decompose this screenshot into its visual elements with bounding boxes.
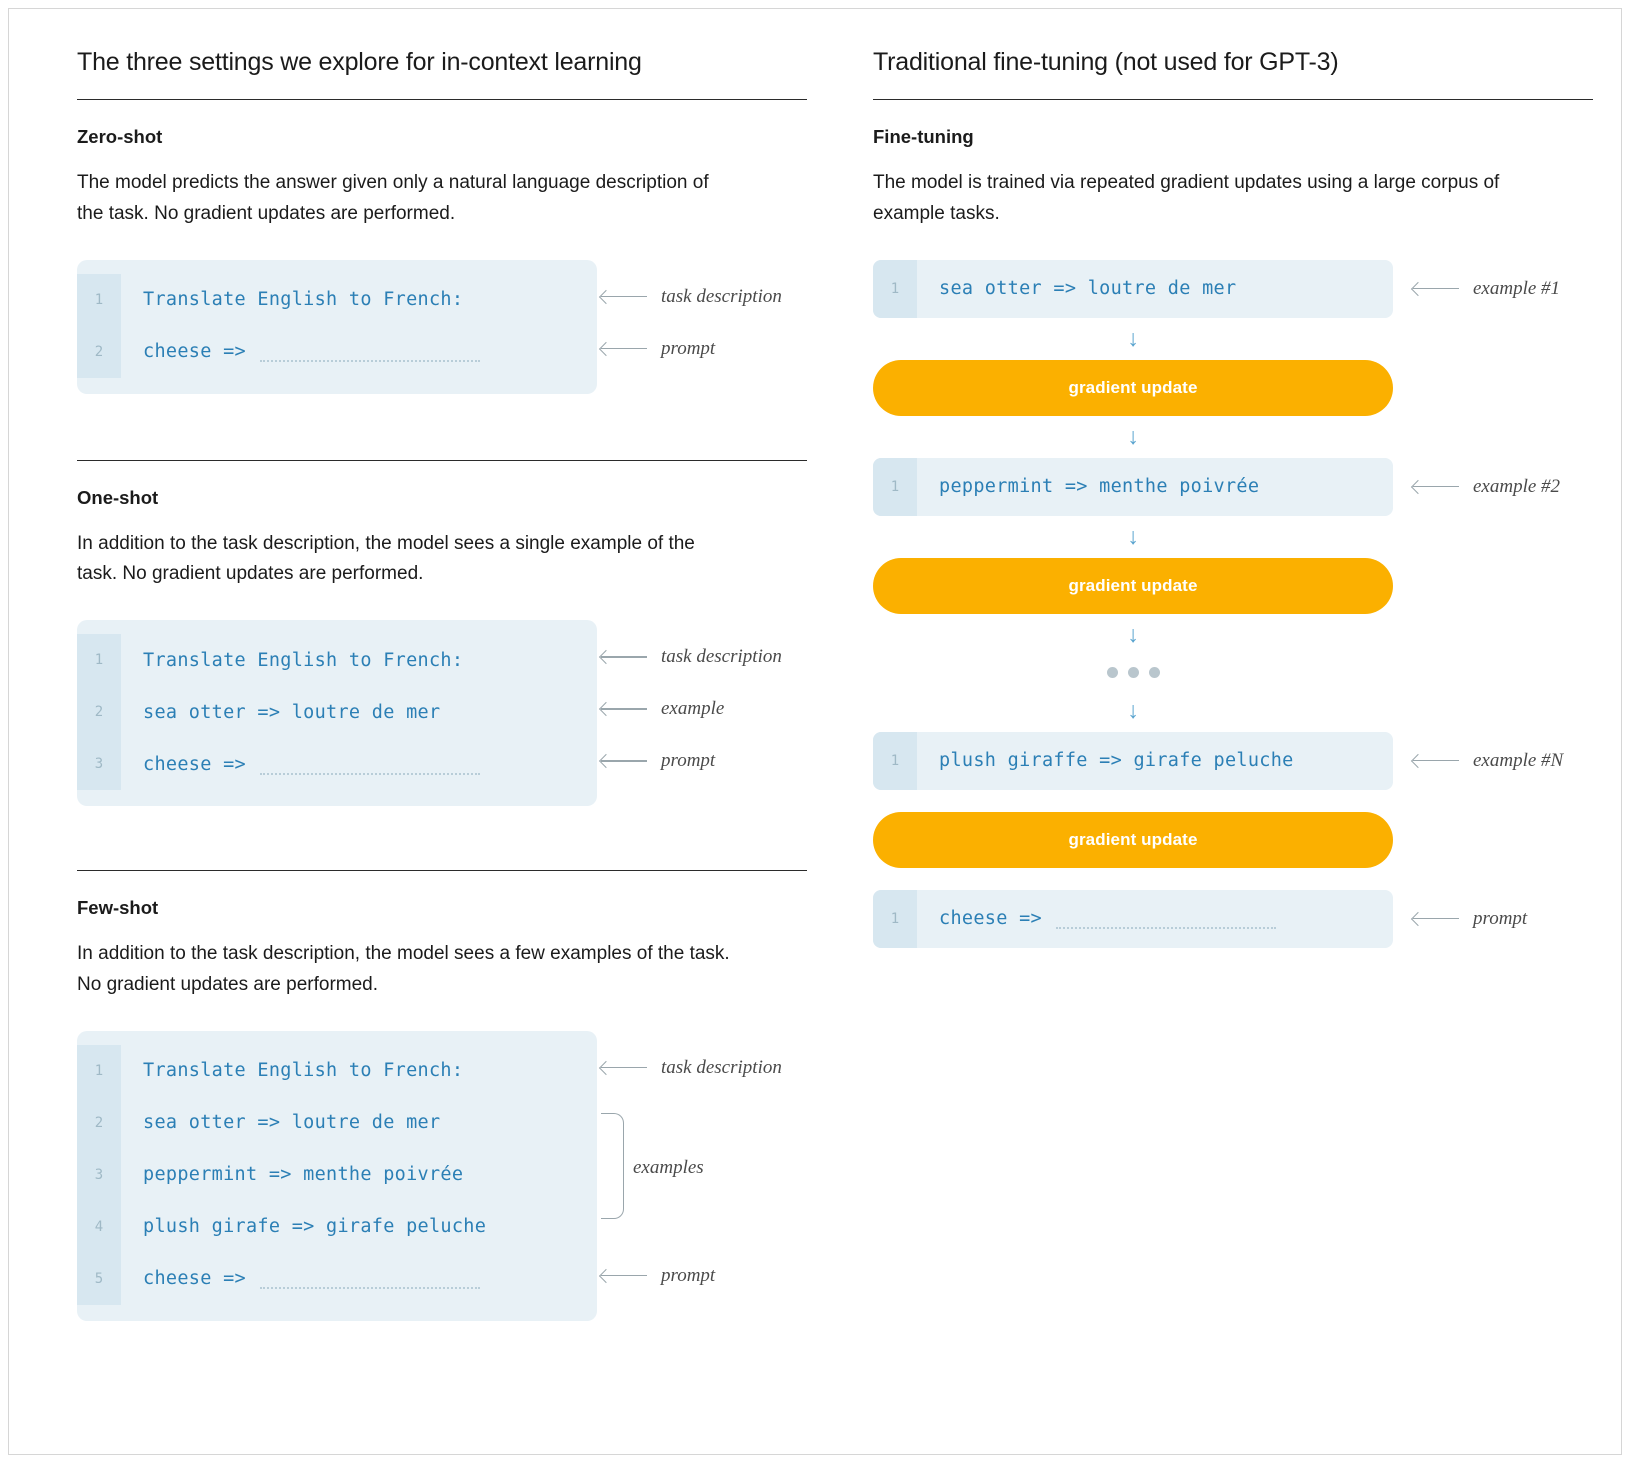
code-block-few-shot bbox=[77, 1031, 597, 1321]
annotation-examples bbox=[633, 1157, 704, 1179]
line-number: 4 bbox=[77, 1201, 121, 1253]
code-block-zero-shot bbox=[77, 260, 597, 394]
code-text: cheese => bbox=[939, 908, 1042, 930]
line-number: 1 bbox=[873, 732, 917, 790]
annotation-label: examples bbox=[633, 1156, 704, 1178]
fine-tuning-column bbox=[873, 47, 1593, 1331]
annotation-label: prompt bbox=[661, 1264, 716, 1286]
code-text: peppermint => menthe poivrée bbox=[143, 1164, 464, 1186]
divider bbox=[873, 99, 1593, 100]
annotation-label: task description bbox=[661, 1056, 782, 1078]
left-column-title: The three settings we explore for in-context learning bbox=[77, 48, 642, 76]
annotation-prompt bbox=[601, 1265, 715, 1287]
arrow-left-icon bbox=[601, 1062, 647, 1074]
annotation-label: example #N bbox=[1473, 749, 1564, 771]
section-description: The model predicts the answer given only a natural language description of the task. No gradient updates are performed. bbox=[77, 172, 709, 224]
annotation-example-1 bbox=[1413, 278, 1560, 300]
flow-step-example-n bbox=[873, 732, 1593, 790]
gradient-update-pill: gradient update bbox=[873, 360, 1393, 416]
arrow-left-icon bbox=[601, 343, 647, 355]
annotation-example-2 bbox=[1413, 476, 1560, 498]
line-number: 2 bbox=[77, 686, 121, 738]
line-number: 5 bbox=[77, 1253, 121, 1305]
completion-dots bbox=[260, 1286, 480, 1289]
figure-columns bbox=[9, 9, 1621, 1331]
arrow-left-icon bbox=[601, 755, 647, 767]
section-heading: Zero-shot bbox=[77, 126, 163, 147]
gradient-update-pill: gradient update bbox=[873, 558, 1393, 614]
completion-dots bbox=[1056, 926, 1276, 929]
line-number: 1 bbox=[77, 634, 121, 686]
code-block-one-shot bbox=[77, 620, 597, 806]
section-description: In addition to the task description, the model sees a single example of the task. No gradient updates are performed. bbox=[77, 532, 695, 585]
fine-tuning-flow bbox=[873, 260, 1593, 948]
annotation-label: prompt bbox=[661, 750, 716, 772]
annotation-task-description bbox=[601, 646, 782, 668]
code-line bbox=[77, 1045, 597, 1097]
code-text: sea otter => loutre de mer bbox=[143, 1112, 441, 1134]
flow-step-example-2 bbox=[873, 458, 1593, 516]
arrow-left-icon bbox=[601, 703, 647, 715]
annotation-label: example bbox=[661, 698, 725, 720]
line-number: 1 bbox=[77, 1045, 121, 1097]
annotation-label: prompt bbox=[1473, 907, 1528, 929]
code-line bbox=[77, 686, 597, 738]
code-line bbox=[77, 1097, 597, 1149]
arrow-left-icon bbox=[601, 291, 647, 303]
code-block bbox=[873, 732, 1393, 790]
code-line bbox=[77, 1253, 597, 1305]
code-text: Translate English to French: bbox=[143, 1060, 464, 1082]
annotation-prompt bbox=[601, 338, 715, 360]
line-number: 1 bbox=[873, 260, 917, 318]
arrow-left-icon bbox=[601, 1270, 647, 1282]
arrow-left-icon bbox=[1413, 913, 1459, 925]
code-text: sea otter => loutre de mer bbox=[939, 278, 1237, 300]
section-one-shot bbox=[77, 487, 807, 811]
code-block bbox=[873, 260, 1393, 318]
code-line bbox=[77, 1201, 597, 1253]
code-text: cheese => bbox=[143, 1268, 246, 1290]
line-number: 1 bbox=[873, 890, 917, 948]
down-arrow-icon: ↓ bbox=[1127, 423, 1139, 450]
code-text: plush girafe => girafe peluche bbox=[143, 1216, 487, 1238]
in-context-learning-column bbox=[77, 47, 807, 1331]
annotation-label: task description bbox=[661, 285, 782, 307]
down-arrow-icon: ↓ bbox=[1127, 523, 1139, 550]
right-column-title: Traditional fine-tuning (not used for GPT-3) bbox=[873, 48, 1339, 76]
code-text: cheese => bbox=[143, 753, 246, 775]
code-text: Translate English to French: bbox=[143, 289, 464, 311]
code-line bbox=[77, 1149, 597, 1201]
code-block bbox=[873, 890, 1393, 948]
flow-step-example-1 bbox=[873, 260, 1593, 318]
down-arrow-icon: ↓ bbox=[1127, 621, 1139, 648]
examples-brace bbox=[601, 1113, 624, 1219]
annotation-prompt bbox=[1413, 908, 1527, 930]
arrow-left-icon bbox=[1413, 481, 1459, 493]
down-arrow-icon: ↓ bbox=[1127, 325, 1139, 352]
divider bbox=[77, 99, 807, 100]
code-line bbox=[77, 326, 597, 378]
arrow-left-icon bbox=[1413, 283, 1459, 295]
code-text: peppermint => menthe poivrée bbox=[939, 476, 1260, 498]
section-heading: Few-shot bbox=[77, 897, 159, 919]
annotation-label: example #2 bbox=[1473, 475, 1561, 497]
section-heading: Fine-tuning bbox=[873, 126, 974, 147]
arrow-left-icon bbox=[601, 651, 647, 663]
divider bbox=[77, 460, 807, 461]
spacer bbox=[873, 868, 1593, 890]
annotation-label: example #1 bbox=[1473, 277, 1561, 299]
code-text: Translate English to French: bbox=[143, 649, 464, 671]
figure-frame bbox=[8, 8, 1622, 1455]
ellipsis-icon bbox=[873, 656, 1393, 690]
section-description: The model is trained via repeated gradient updates using a large corpus of example tasks. bbox=[873, 172, 1500, 224]
annotation-label: prompt bbox=[661, 337, 716, 359]
flow-step-prompt bbox=[873, 890, 1593, 948]
code-line bbox=[77, 738, 597, 790]
code-text: cheese => bbox=[143, 341, 246, 363]
section-few-shot bbox=[77, 897, 807, 1331]
down-arrow-icon: ↓ bbox=[1127, 697, 1139, 724]
code-block bbox=[873, 458, 1393, 516]
code-line bbox=[77, 634, 597, 686]
annotation-example bbox=[601, 698, 724, 720]
completion-dots bbox=[260, 772, 480, 775]
code-line bbox=[77, 274, 597, 326]
line-number: 2 bbox=[77, 326, 121, 378]
annotation-prompt bbox=[601, 750, 715, 772]
code-text: sea otter => loutre de mer bbox=[143, 701, 441, 723]
arrow-left-icon bbox=[1413, 755, 1459, 767]
annotation-example-n bbox=[1413, 750, 1563, 772]
section-heading: One-shot bbox=[77, 486, 159, 508]
spacer bbox=[873, 790, 1593, 812]
divider bbox=[77, 870, 807, 871]
section-zero-shot bbox=[77, 126, 807, 400]
annotation-task-description bbox=[601, 286, 782, 308]
line-number: 2 bbox=[77, 1097, 121, 1149]
annotation-label: task description bbox=[661, 646, 782, 668]
line-number: 1 bbox=[77, 274, 121, 326]
line-number: 3 bbox=[77, 1149, 121, 1201]
section-description: In addition to the task description, the model sees a few examples of the task. No gradient updates are performed. bbox=[77, 943, 730, 995]
gradient-update-pill: gradient update bbox=[873, 812, 1393, 868]
line-number: 3 bbox=[77, 738, 121, 790]
line-number: 1 bbox=[873, 458, 917, 516]
completion-dots bbox=[260, 359, 480, 362]
code-text: plush giraffe => girafe peluche bbox=[939, 750, 1294, 772]
annotation-task-description bbox=[601, 1057, 782, 1079]
